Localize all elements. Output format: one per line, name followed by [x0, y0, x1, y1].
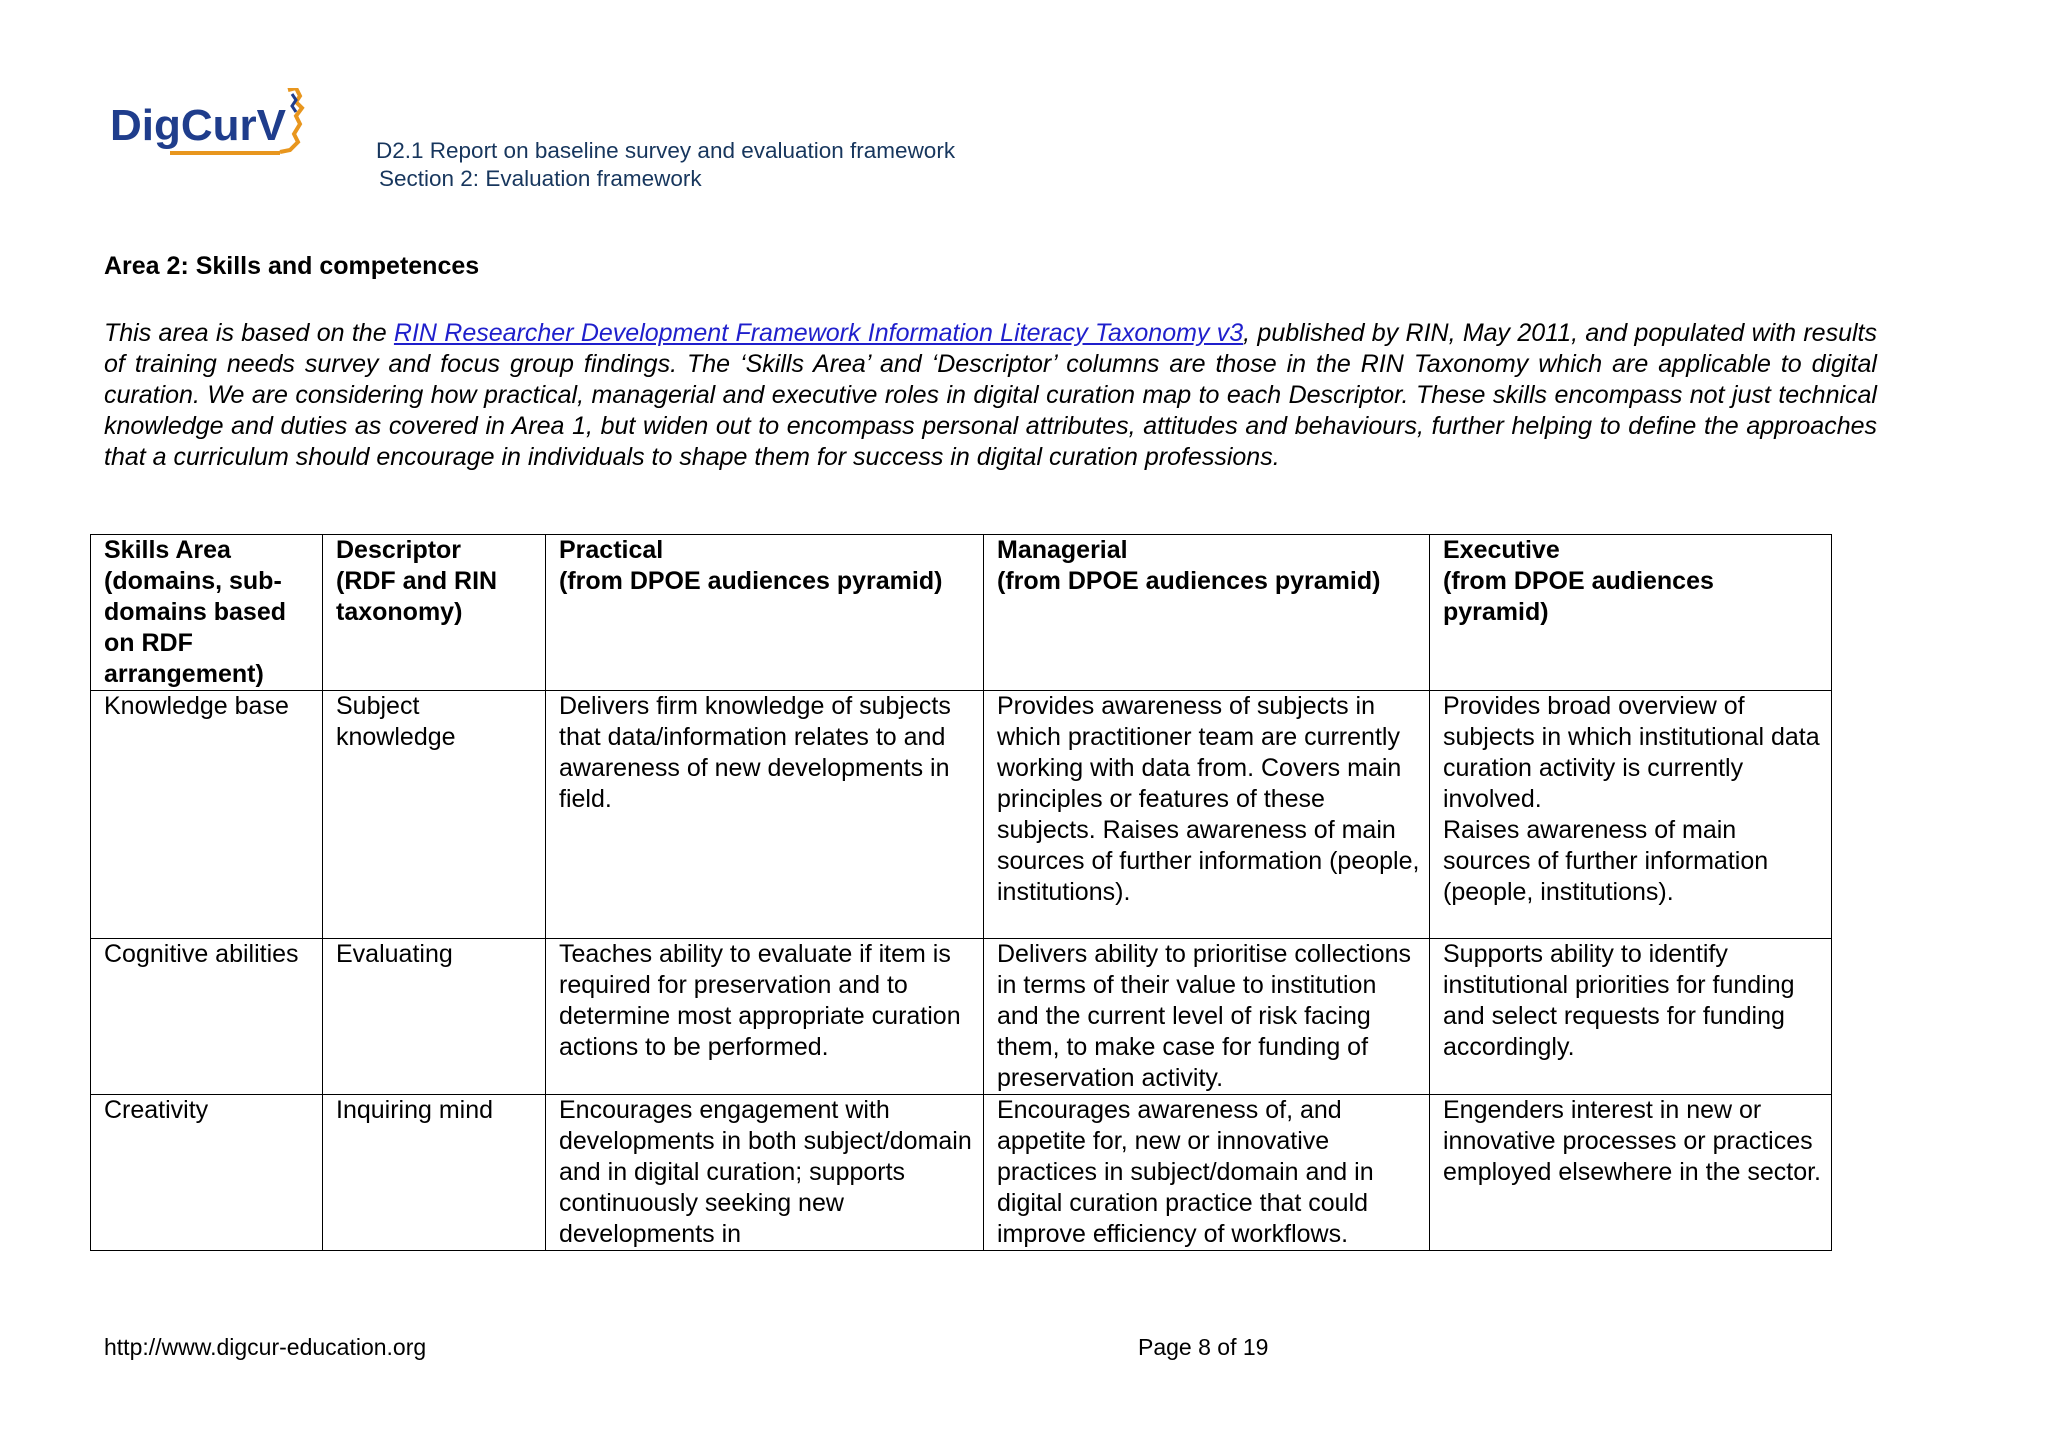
header-section-title: Section 2: Evaluation framework: [379, 166, 702, 191]
footer-url: http://www.digcur-education.org: [104, 1334, 427, 1360]
rin-taxonomy-link[interactable]: RIN Researcher Development Framework Information Literacy Taxonomy v3: [393, 319, 1244, 347]
cell-managerial: Provides awareness of subjects in which practitioner team are currently working with data from. Covers main principles or features of these subjects. Raises awareness of main sources of further information (people, institutions).: [984, 691, 1430, 939]
header-managerial: Managerial (from DPOE audiences pyramid): [984, 535, 1430, 691]
page-number: Page 8 of 19: [1138, 1334, 1269, 1360]
header-executive: Executive (from DPOE audiences pyramid): [1430, 535, 1832, 691]
cell-managerial: Encourages awareness of, and appetite for, new or innovative practices in subject/domain and in digital curation practice that could improve efficiency of workflows.: [984, 1095, 1430, 1251]
intro-paragraph: [104, 318, 1877, 473]
cell-practical: Encourages engagement with developments in both subject/domain and in digital curation; supports continuously seeking new developments in: [546, 1095, 984, 1251]
skills-table: [90, 534, 1832, 1251]
cell-executive: Engenders interest in new or innovative processes or practices employed elsewhere in the sector.: [1430, 1095, 1832, 1251]
area-heading: Area 2: Skills and competences: [104, 252, 480, 280]
intro-text-rest: , published by RIN, May 2011, and populated with results of training needs survey and focus group findings. The ‘Skills Area’ and ‘Descriptor’ columns are those in the RIN Taxonomy which are applicable to digital curation. We are considering how practical, managerial and executive roles in digital curation map to each Descriptor. These skills encompass not just technical knowledge and duties as covered in Area 1, but widen out to encompass personal attributes, attitudes and behaviours, further helping to define the approaches that a curriculum should encourage in individuals to shape them for success in digital curation professions.: [104, 319, 1877, 471]
header-practical: Practical (from DPOE audiences pyramid): [546, 535, 984, 691]
intro-text-start: This area is based on the: [104, 319, 394, 347]
cell-executive: Provides broad overview of subjects in which institutional data curation activity is currently involved. Raises awareness of main sources of further information (people, institutions).: [1430, 691, 1832, 939]
table-header-row: [91, 535, 1832, 691]
document-header: [376, 137, 955, 193]
logo-profile-inner: [292, 94, 296, 112]
header-report-title: D2.1 Report on baseline survey and evaluation framework: [376, 138, 956, 163]
table-row: [91, 691, 1832, 939]
table-row: [91, 1095, 1832, 1251]
cell-descriptor: Subject knowledge: [323, 691, 546, 939]
header-skills-area: Skills Area (domains, sub-domains based on RDF arrangement): [91, 535, 323, 691]
cell-managerial: Delivers ability to prioritise collections in terms of their value to institution and the current level of risk facing them, to make case for funding of preservation activity.: [984, 939, 1430, 1095]
cell-descriptor: Evaluating: [323, 939, 546, 1095]
cell-skills-area: Cognitive abilities: [91, 939, 323, 1095]
cell-practical: Delivers firm knowledge of subjects that data/information relates to and awareness of new developments in field.: [546, 691, 984, 939]
cell-executive: Supports ability to identify institutional priorities for funding and select requests for funding accordingly.: [1430, 939, 1832, 1095]
logo-underline: [170, 151, 280, 155]
logo-text: DigCurV: [110, 101, 286, 150]
digcurv-logo: [110, 88, 310, 160]
cell-practical: Teaches ability to evaluate if item is required for preservation and to determine most appropriate curation actions to be performed.: [546, 939, 984, 1095]
table-row: [91, 939, 1832, 1095]
cell-skills-area: Creativity: [91, 1095, 323, 1251]
cell-descriptor: Inquiring mind: [323, 1095, 546, 1251]
header-descriptor: Descriptor (RDF and RIN taxonomy): [323, 535, 546, 691]
cell-skills-area: Knowledge base: [91, 691, 323, 939]
